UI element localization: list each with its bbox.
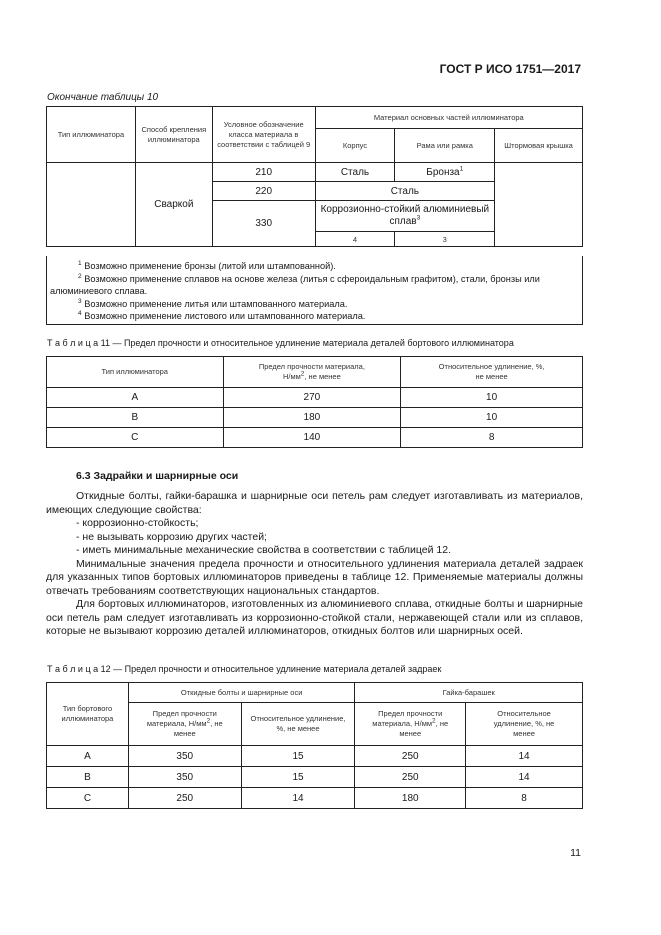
t12-bolts-elong: 15	[241, 746, 355, 767]
t11-type: C	[47, 428, 224, 448]
t12-header-bolts: Откидные болты и шарнирные оси	[128, 683, 354, 703]
t10-header-body: Корпус	[315, 129, 395, 163]
t12-bolts-strength: 250	[128, 788, 241, 809]
t12-nut-elong: 14	[466, 767, 583, 788]
bullet: - коррозионно-стойкость;	[76, 517, 199, 529]
t12-header-bolts-strength: Предел прочности материала, $Н/мм^2$, не менее	[128, 703, 241, 746]
table-12	[46, 682, 583, 809]
section-body	[46, 490, 583, 639]
document-code: ГОСТ Р ИСО 1751—2017	[439, 62, 581, 76]
table11-caption: Т а б л и ц а 11 — Предел прочности и относительное удлинение материала деталей бортового иллюминатора	[47, 338, 514, 348]
t12-nut-strength: 250	[355, 746, 466, 767]
t12-nut-elong: 8	[466, 788, 583, 809]
t11-elong: 8	[401, 428, 583, 448]
t10-merged-cell: Коррозионно-стойкий алюминиевый сплав$^3$	[315, 201, 495, 232]
t10-header-method: Способ крепления иллюминатора	[135, 107, 212, 163]
footnote: $^4$ Возможно применение листового или штампованного материала.	[78, 309, 366, 321]
t10-header-class: Условное обозначение класса материала в соответствии с таблицей 9	[212, 107, 315, 163]
t12-bolts-elong: 15	[241, 767, 355, 788]
t12-header-nut-elong: Относительное удлинение, %, не менее	[466, 703, 583, 746]
t11-elong: 10	[401, 408, 583, 428]
bullet: - не вызывать коррозию других частей;	[76, 530, 267, 543]
t11-header-elong: Относительное удлинение, %, не менее	[401, 357, 583, 388]
t12-type: C	[47, 788, 129, 809]
bullet: - иметь минимальные механические свойства в соответствии с таблицей 12.	[76, 544, 452, 556]
t10-empty-storm	[495, 163, 583, 247]
section-title: 6.3 Задрайки и шарнирные оси	[76, 470, 239, 482]
footnote: $^2$ Возможно применение сплавов на основе железа (литья с сфероидальным графитом), стали, бронзы или алюминиевого сплава.	[50, 272, 540, 296]
t10-note-number: 3	[395, 232, 495, 247]
table-10	[46, 106, 583, 247]
paragraph: Для бортовых иллюминаторов, изготовленных из алюминиевого сплава, откидные болты и шарнирные оси петель рам следует изготавливать из коррозионно-стойкой стали, нержавеющей стали или из сплавов, которые не вызывают коррозию деталей иллюминаторов, откидных болтов или шарнирных осей.	[46, 598, 583, 637]
page-number: 11	[570, 847, 581, 859]
t12-bolts-elong: 14	[241, 788, 355, 809]
t11-elong: 10	[401, 388, 583, 408]
t10-method: Сваркой	[135, 163, 212, 247]
t12-nut-strength: 180	[355, 788, 466, 809]
t10-class-cell: 220	[212, 182, 315, 201]
t11-header-strength: Предел прочности материала, $Н/мм^2$, не менее	[223, 357, 401, 388]
t12-nut-elong: 14	[466, 746, 583, 767]
t12-header-bolts-elong: Относительное удлинение, %, не менее	[241, 703, 355, 746]
table-11	[46, 356, 583, 448]
t10-merged-cell: Сталь	[315, 182, 495, 201]
t11-strength: 140	[223, 428, 401, 448]
t12-type: B	[47, 767, 129, 788]
t11-strength: 180	[223, 408, 401, 428]
t10-empty-type	[47, 163, 136, 247]
t10-header-type: Тип иллюминатора	[47, 107, 136, 163]
t11-header-type: Тип иллюминатора	[47, 357, 224, 388]
t10-header-frame: Рама или рамка	[395, 129, 495, 163]
footnote: $^1$ Возможно применение бронзы (литой или штампованной).	[78, 259, 336, 271]
t10-frame-cell: Бронза$^1$	[395, 163, 495, 182]
t10-note-number: 4	[315, 232, 395, 247]
t10-body-cell: Сталь	[315, 163, 395, 182]
t12-bolts-strength: 350	[128, 767, 241, 788]
t12-header-nut: Гайка-барашек	[355, 683, 583, 703]
t11-type: A	[47, 388, 224, 408]
t10-header-storm: Штормовая крышка	[495, 129, 583, 163]
t10-class-cell: 330	[212, 201, 315, 247]
table12-caption: Т а б л и ц а 12 — Предел прочности и относительное удлинение материала деталей задраек	[47, 664, 442, 674]
t12-header-nut-strength: Предел прочности материала, $Н/мм^2$, не менее	[355, 703, 466, 746]
t11-type: B	[47, 408, 224, 428]
paragraph: Откидные болты, гайки-барашка и шарнирные оси петель рам следует изготавливать из материалов, имеющих следующие свойства:	[46, 490, 583, 516]
t12-nut-strength: 250	[355, 767, 466, 788]
paragraph: Минимальные значения предела прочности и относительного удлинения материала деталей задраек для указанных типов бортовых иллюминаторов приведены в таблице 12. Применяемые материалы должны отвечать требованиям соответствующих национальных стандартов.	[46, 557, 583, 597]
t12-bolts-strength: 350	[128, 746, 241, 767]
table10-footnotes	[46, 256, 583, 325]
t12-header-type: Тип бортового иллюминатора	[47, 683, 129, 746]
t11-strength: 270	[223, 388, 401, 408]
t12-type: A	[47, 746, 129, 767]
footnote: $^3$ Возможно применение литья или штампованного материала.	[78, 297, 348, 309]
t10-header-material: Материал основных частей иллюминатора	[315, 107, 582, 129]
t10-class-cell: 210	[212, 163, 315, 182]
table10-caption: Окончание таблицы 10	[47, 92, 159, 103]
